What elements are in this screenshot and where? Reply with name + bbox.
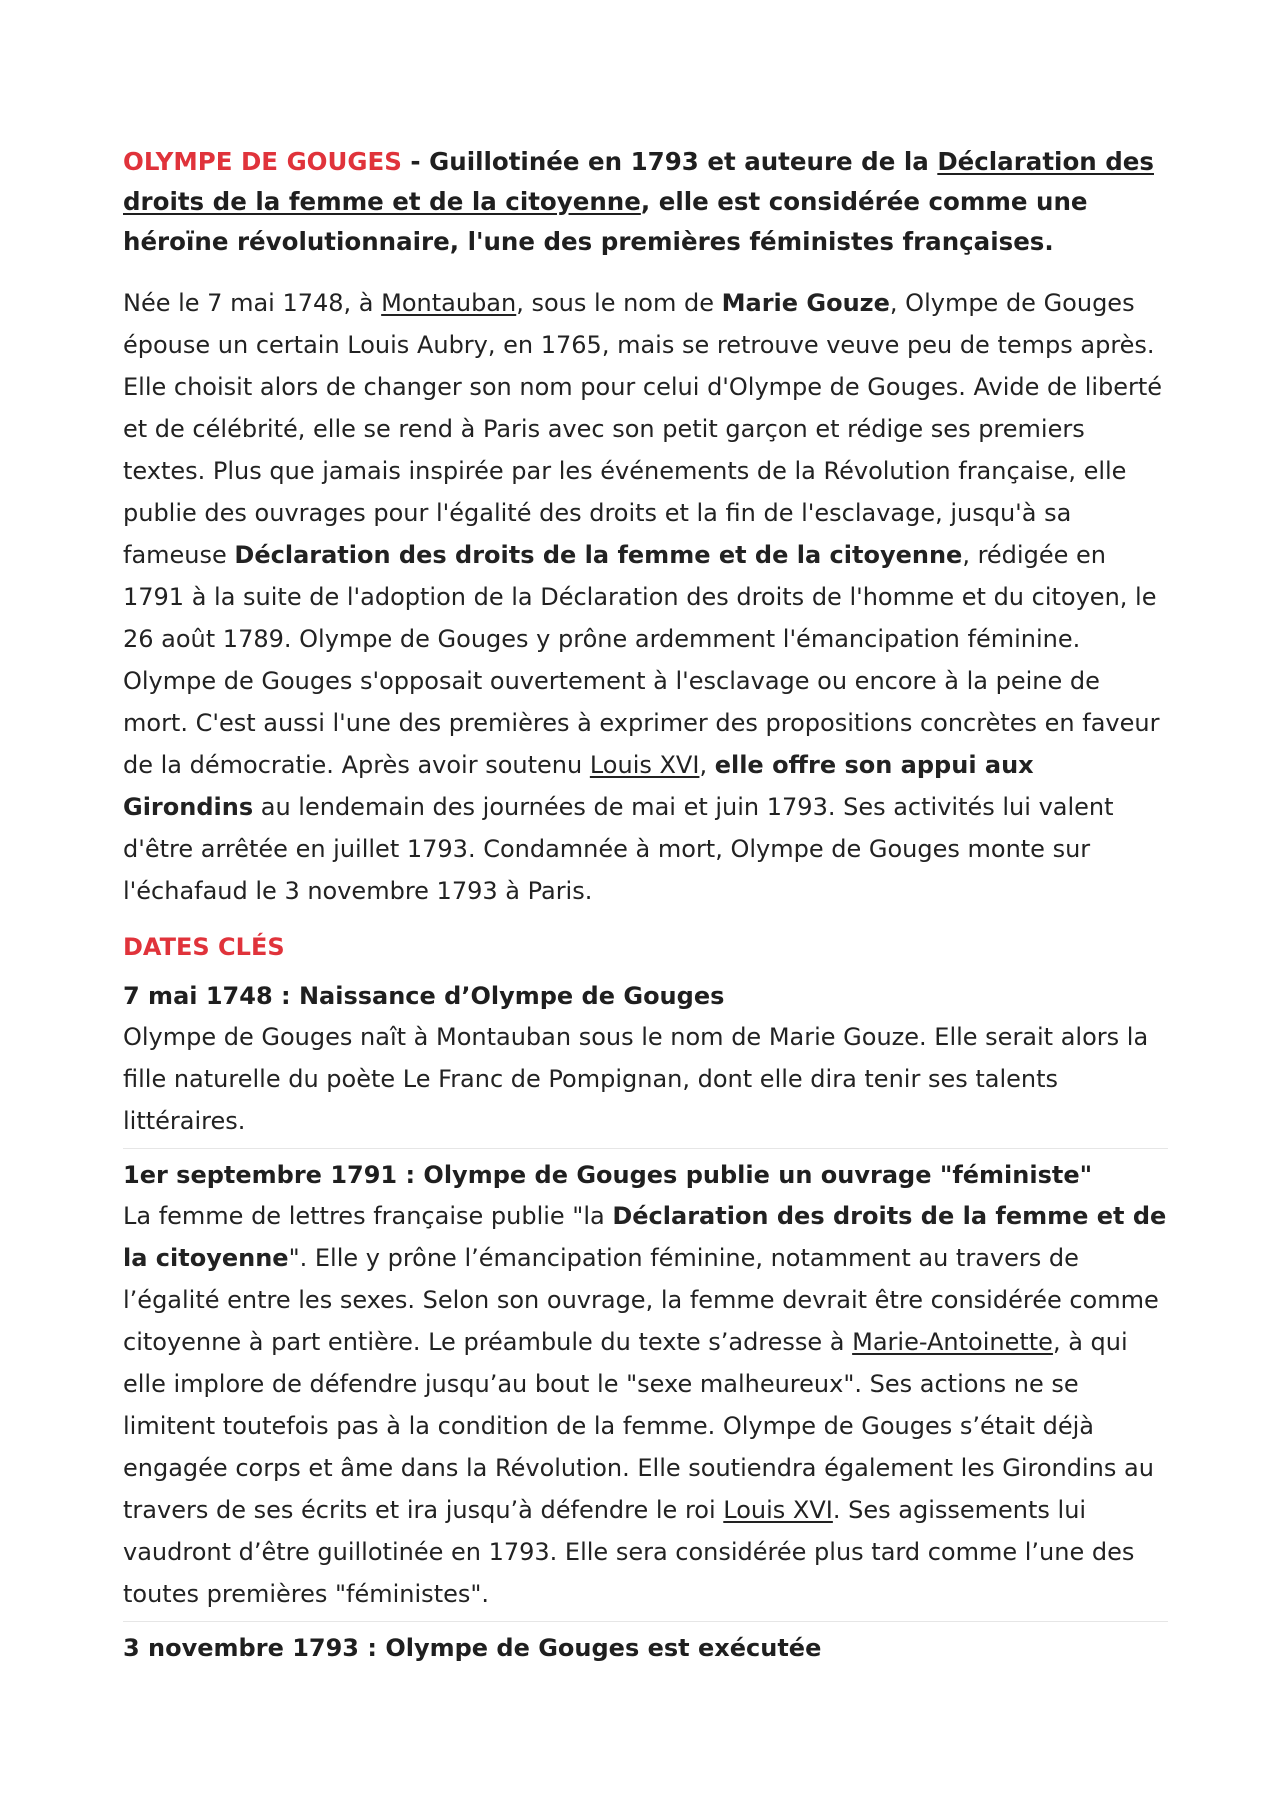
intro-text-2: , elle est considérée comme une héroïne révolutionnaire, l'une des premières féministes françaises.	[123, 187, 1088, 256]
bio-text-1: Née le 7 mai 1748, à	[123, 289, 382, 317]
bio-text-3: , Olympe de Gouges épouse un certain Louis Aubry, en 1765, mais se retrouve veuve peu de temps après. Elle choisit alors de changer son nom pour celui d'Olympe de Gouges. Avide de liberté et de célébrité, elle se rend à Paris avec son petit garçon et rédige ses premiers textes. Plus que jamais inspirée par les événements de la Révolution française, elle publie des ouvrages pour l'égalité des droits et la fin de l'esclavage, jusqu'à sa fameuse	[123, 289, 1163, 569]
date-entry-1748	[123, 976, 1168, 1149]
montauban-link[interactable]: Montauban	[381, 289, 517, 317]
louis-xvi-link[interactable]: Louis XVI	[589, 751, 700, 779]
bio-text-6: au lendemain des journées de mai et juin 1793. Ses activités lui valent d'être arrêtée en juillet 1793. Condamnée à mort, Olympe de Gouges monte sur l'échafaud le 3 novembre 1793 à Paris.	[123, 793, 1114, 905]
date-text: Olympe de Gouges naît à Montauban sous le nom de Marie Gouze. Elle serait alors la fille naturelle du poète Le Franc de Pompignan, dont elle dira tenir ses talents littéraires.	[123, 1023, 1149, 1135]
date-entry-1793	[123, 1628, 1168, 1674]
bio-bold-declaration: Déclaration des droits de la femme et de la citoyenne	[234, 541, 963, 569]
bio-text-4: , rédigée en 1791 à la suite de l'adoption de la Déclaration des droits de l'homme et du citoyen, le 26 août 1789. Olympe de Gouges y prône ardemment l'émancipation féminine. Olympe de Gouges s'opposait ouvertement à l'esclavage ou encore à la peine de mort. C'est aussi l'une des premières à exprimer des propositions concrètes en faveur de la démocratie. Après avoir soutenu	[123, 541, 1160, 779]
dates-section-title: DATES CLÉS	[123, 933, 285, 961]
date-text-2: ". Elle y prône l’émancipation féminine, notamment au travers de l’égalité entre les sexes. Selon son ouvrage, la femme devrait être considérée comme citoyenne à part entière. Le préambule du texte s’adresse à	[123, 1244, 1159, 1356]
bio-text-2: , sous le nom de	[516, 289, 722, 317]
intro-paragraph	[123, 142, 1168, 262]
date-text-4: . Ses agissements lui vaudront d’être guillotinée en 1793. Elle sera considérée plus tard comme l’une des toutes premières "féministes".	[123, 1496, 1135, 1608]
bio-bold-name: Marie Gouze	[721, 289, 890, 317]
date-title: 3 novembre 1793 : Olympe de Gouges est exécutée	[123, 1634, 822, 1662]
intro-text-1: Guillotinée en 1793 et auteure de la	[429, 147, 938, 176]
marie-antoinette-link[interactable]: Marie-Antoinette	[852, 1328, 1053, 1356]
bio-bold-girondins: elle offre son appui aux Girondins	[123, 751, 1034, 821]
date-text	[123, 1195, 1168, 1615]
date-bold-declaration: Déclaration des droits de la femme et de la citoyenne	[123, 1202, 1167, 1272]
article-content	[123, 142, 1168, 1680]
intro-name: OLYMPE DE GOUGES	[123, 147, 402, 176]
bio-text-5: ,	[699, 751, 715, 779]
declaration-link[interactable]: Déclaration des droits de la femme et de la citoyenne	[123, 147, 1154, 216]
date-text-1: La femme de lettres française publie "la	[123, 1202, 613, 1230]
biography-paragraph	[123, 282, 1168, 912]
date-title: 7 mai 1748 : Naissance d’Olympe de Gouges	[123, 982, 725, 1010]
louis-xvi-link-2[interactable]: Louis XVI	[723, 1496, 833, 1524]
date-text-3: , à qui elle implore de défendre jusqu’au bout le "sexe malheureux". Ses actions ne se limitent toutefois pas à la condition de la femme. Olympe de Gouges s’était déjà engagée corps et âme dans la Révolution. Elle soutiendra également les Girondins au travers de ses écrits et ira jusqu’à défendre le roi	[123, 1328, 1154, 1524]
date-entry-1791	[123, 1155, 1168, 1622]
intro-separator: -	[401, 147, 430, 176]
date-title: 1er septembre 1791 : Olympe de Gouges publie un ouvrage "féministe"	[123, 1161, 1093, 1189]
